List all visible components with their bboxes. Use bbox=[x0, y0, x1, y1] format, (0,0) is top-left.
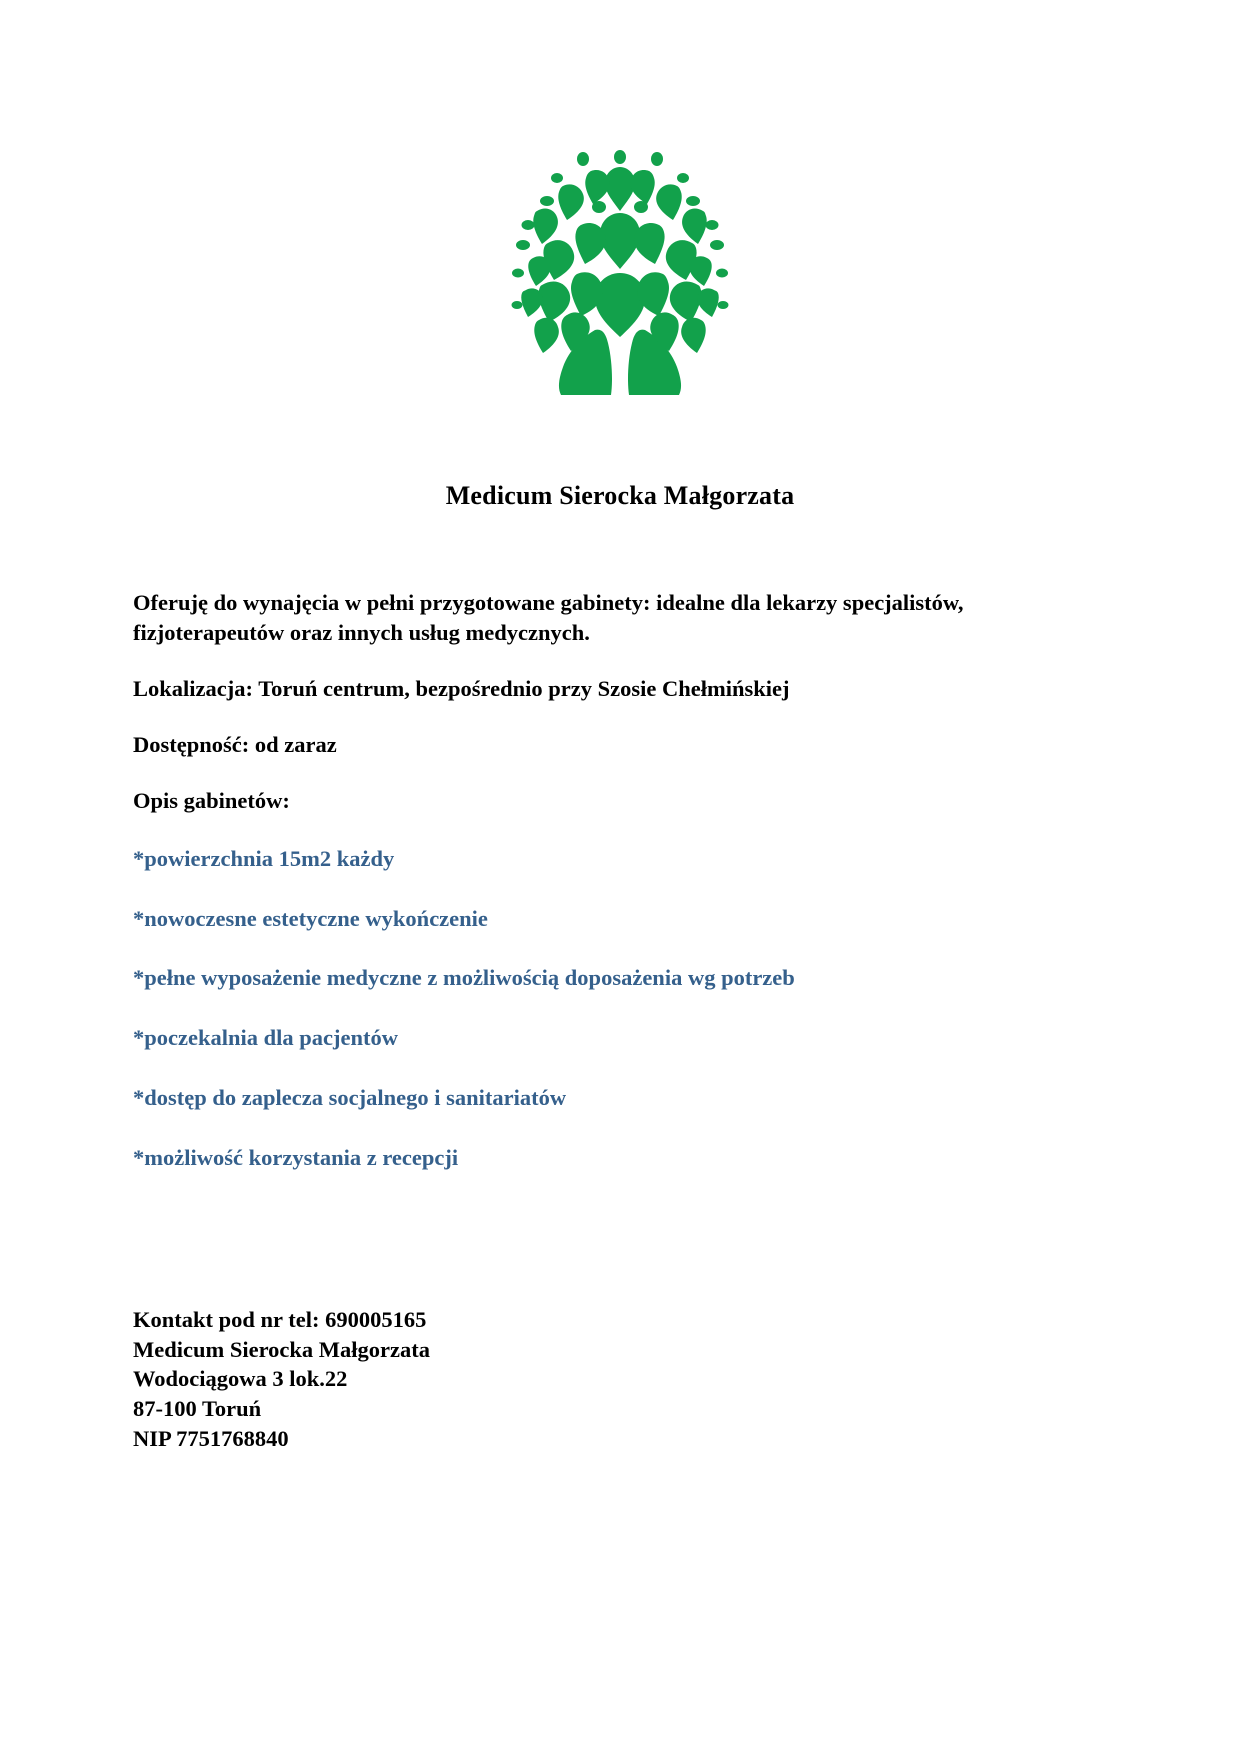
location-paragraph: Lokalizacja: Toruń centrum, bezpośrednio przy Szosie Chełmińskiej bbox=[133, 675, 790, 701]
availability-paragraph: Dostępność: od zaraz bbox=[133, 731, 337, 757]
feature-item-4: *poczekalnia dla pacjentów bbox=[133, 1025, 399, 1051]
feature-item-6: *możliwość korzystania z recepcji bbox=[133, 1145, 459, 1171]
intro-line-1: Oferuję do wynajęcia w pełni przygotowane gabinety: idealne dla lekarzy specjalistów, bbox=[133, 590, 964, 615]
contact-phone: Kontakt pod nr tel: 690005165 bbox=[133, 1307, 427, 1332]
intro-line-2: fizjoterapeutów oraz innych usług medycznych. bbox=[133, 619, 590, 645]
contact-city: 87-100 Toruń bbox=[133, 1396, 262, 1422]
contact-company: Medicum Sierocka Małgorzata bbox=[133, 1336, 431, 1362]
feature-item-5: *dostęp do zaplecza socjalnego i sanitariatów bbox=[133, 1085, 567, 1111]
document-body bbox=[133, 588, 1063, 1203]
contact-nip: NIP 7751768840 bbox=[133, 1425, 289, 1451]
page-title: Medicum Sierocka Małgorzata bbox=[445, 481, 795, 510]
feature-item-3: *pełne wyposażenie medyczne z możliwością doposażenia wg potrzeb bbox=[133, 965, 795, 991]
intro-paragraph bbox=[133, 588, 1063, 648]
tree-logo-icon bbox=[495, 145, 745, 395]
contact-street: Wodociągowa 3 lok.22 bbox=[133, 1366, 348, 1392]
feature-item-1: *powierzchnia 15m2 każdy bbox=[133, 845, 395, 871]
contact-block bbox=[133, 1305, 933, 1453]
feature-item-2: *nowoczesne estetyczne wykończenie bbox=[133, 905, 488, 931]
logo-container bbox=[0, 145, 1240, 395]
description-heading: Opis gabinetów: bbox=[133, 787, 290, 813]
